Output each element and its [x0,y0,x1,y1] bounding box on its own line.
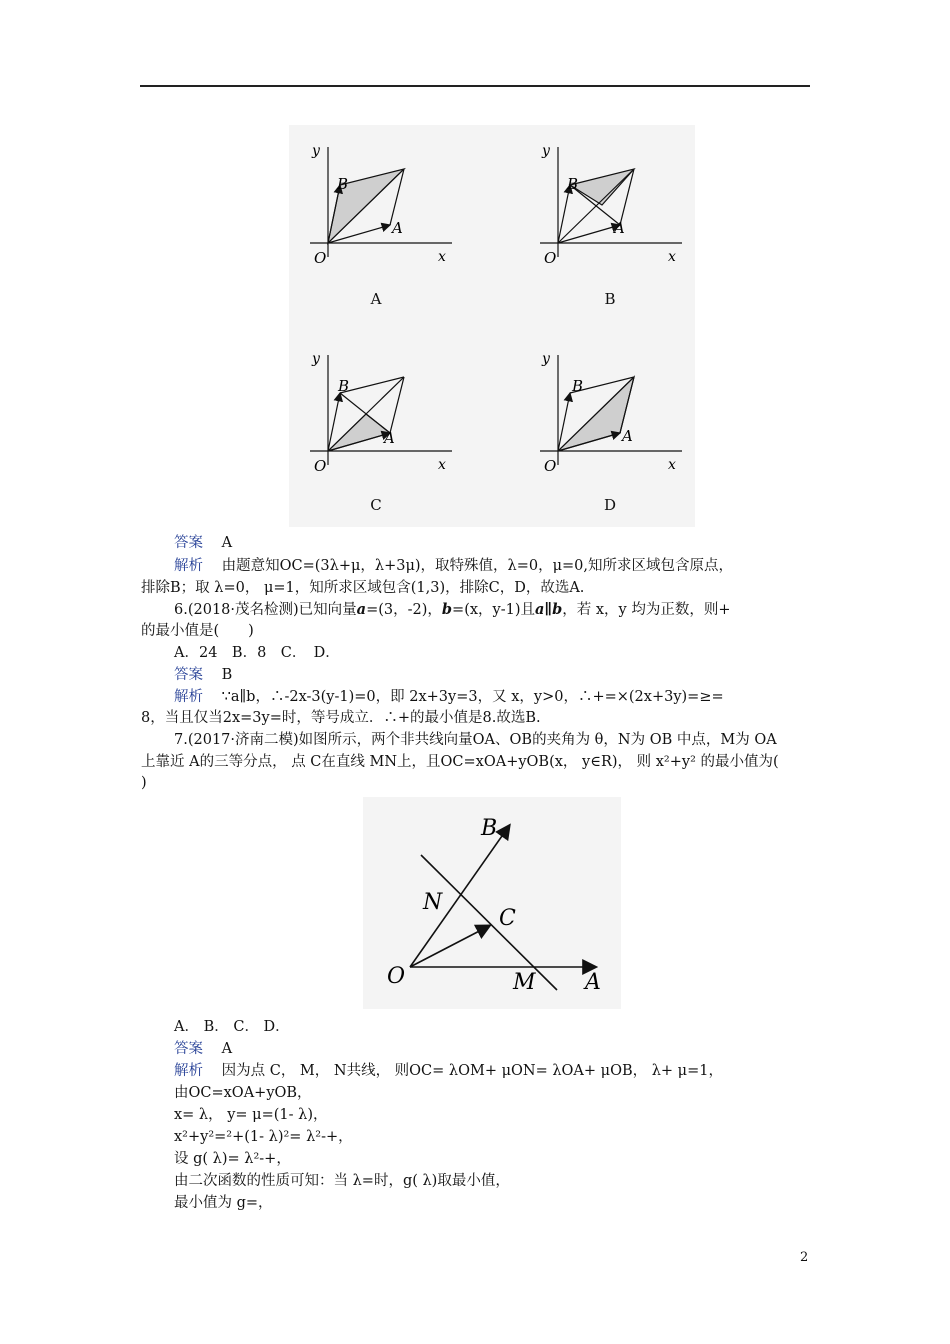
q6-stem-line2: 的最小值是( ) [141,623,254,639]
point-label-a: A [384,429,395,447]
stem-part: =(x，y-1)且 [452,602,536,618]
point-label-a: A [622,427,633,445]
analysis-text: 因为点 C， M， N共线， 则OC= λOM+ μON= λOA+ μOB， λ+ μ=1， [221,1063,723,1079]
point-label-m: M [513,970,536,995]
q5-analysis-line1 [174,556,733,576]
question-number: 6. [174,602,188,618]
q6-analysis-line1 [174,687,724,707]
answer-tag: 答案 [174,667,203,683]
point-label-n: N [423,890,443,915]
stem-part: 如图所示，两个非共线向量OA、OB的夹角为 θ，N为 OB 中点，M为 OA [298,732,777,748]
answer-value: A [221,1041,233,1057]
point-label-b: B [338,377,350,395]
stem-part: 已知向量 [298,602,357,618]
origin-label: O [544,457,557,475]
figure-panel-a [300,135,470,275]
point-label-a: A [392,219,403,237]
origin-label: O [314,249,327,267]
segment-ac [390,377,404,433]
q6-stem-line1 [174,600,730,620]
vector-a-symbol: a [356,601,367,618]
analysis-tag: 解析 [174,1063,203,1079]
answer-tag: 答案 [174,1041,203,1057]
origin-label: O [314,457,327,475]
q7-stem-line3: ) [141,775,147,791]
q7-analysis-line5: 设 g( λ)= λ²-+， [174,1151,291,1167]
q7-analysis-line2: 由OC=xOA+yOB， [174,1085,312,1101]
q7-options: A． B． C． D． [174,1019,290,1035]
segment-bc [340,377,404,393]
point-label-b: B [567,175,579,193]
shaded-region [328,414,390,451]
page-number: 2 [800,1250,809,1265]
axis-label-y: y [542,143,550,159]
q6-answer [174,665,232,685]
q7-analysis-line6: 由二次函数的性质可知：当 λ=时，g( λ)取最小值， [174,1173,510,1189]
axis-label-x: x [438,249,446,265]
figure-panel-b [530,135,700,275]
axis-label-y: y [312,143,320,159]
q7-figure-graph [363,797,621,1009]
q6-options: A．24 B．8 C． D． [174,645,340,661]
figure-panel-d [530,343,700,483]
axis-label-y: y [542,351,550,367]
q7-analysis-line3: x= λ， y= μ=(1- λ)， [174,1107,328,1123]
panel-b-graph [530,135,700,275]
analysis-text: 由题意知OC=(3λ+μ，λ+3μ)，取特殊值，λ=0，μ=0,知所求区域包含原点， [221,558,734,574]
panel-label-c: C [370,496,382,514]
point-label-a: A [585,970,601,995]
q7-analysis-line4: x²+y²=²+(1- λ)²= λ²-+， [174,1129,353,1145]
vector-ob [558,185,570,243]
panel-c-graph [300,343,470,483]
analysis-tag: 解析 [174,689,203,705]
question-number: 7. [174,732,188,748]
point-label-c: C [499,906,516,931]
answer-value: A [221,535,233,551]
origin-label: O [544,249,557,267]
q5-analysis-line2: 排除B；取 λ=0， μ=1，知所求区域包含(1,3)，排除C，D，故选A. [141,580,585,596]
q5-answer [174,533,232,553]
vector-oc [410,926,489,967]
q7-analysis-line7: 最小值为 g=， [174,1195,273,1211]
point-label-b: B [572,377,584,395]
stem-part: ，若 x，y 均为正数，则+ [562,602,731,618]
point-label-b: B [481,816,498,841]
axis-label-x: x [668,457,676,473]
axis-label-x: x [438,457,446,473]
header-rule [140,85,810,87]
q7-stem-line1 [174,730,777,750]
q7-analysis-line1 [174,1061,723,1081]
panel-d-graph [530,343,700,483]
question-source: (2018·茂名检测) [187,602,299,618]
vector-b-symbol: b [441,601,453,618]
answer-value: B [221,667,233,683]
panel-label-d: D [603,496,617,514]
figure-panel-c [300,343,470,483]
q7-answer [174,1039,232,1059]
panel-a-graph [300,135,470,275]
q7-stem-line2: 上靠近 A的三等分点， 点 C在直线 MN上，且OC=xOA+yOB(x， y∈R)， 则 x²+y² 的最小值为( [141,754,779,770]
question-source: (2017·济南二模) [187,732,299,748]
axis-label-x: x [668,249,676,265]
panel-label-a: A [370,290,382,308]
answer-tag: 答案 [174,535,203,551]
point-label-b: B [337,175,349,193]
stem-part: =(3，-2)， [366,602,442,618]
analysis-text: ∵a∥b，∴-2x-3(y-1)=0，即 2x+3y=3，又 x，y>0，∴+=×(2x+3y)=≥= [221,689,724,705]
q6-analysis-line2: 8，当且仅当2x=3y=时，等号成立．∴+的最小值是8.故选B. [141,710,541,726]
panel-label-b: B [604,290,616,308]
axis-label-y: y [312,351,320,367]
point-label-a: A [614,219,625,237]
point-label-o: O [387,964,406,989]
parallel-condition: a∥b [535,601,563,618]
analysis-tag: 解析 [174,558,203,574]
